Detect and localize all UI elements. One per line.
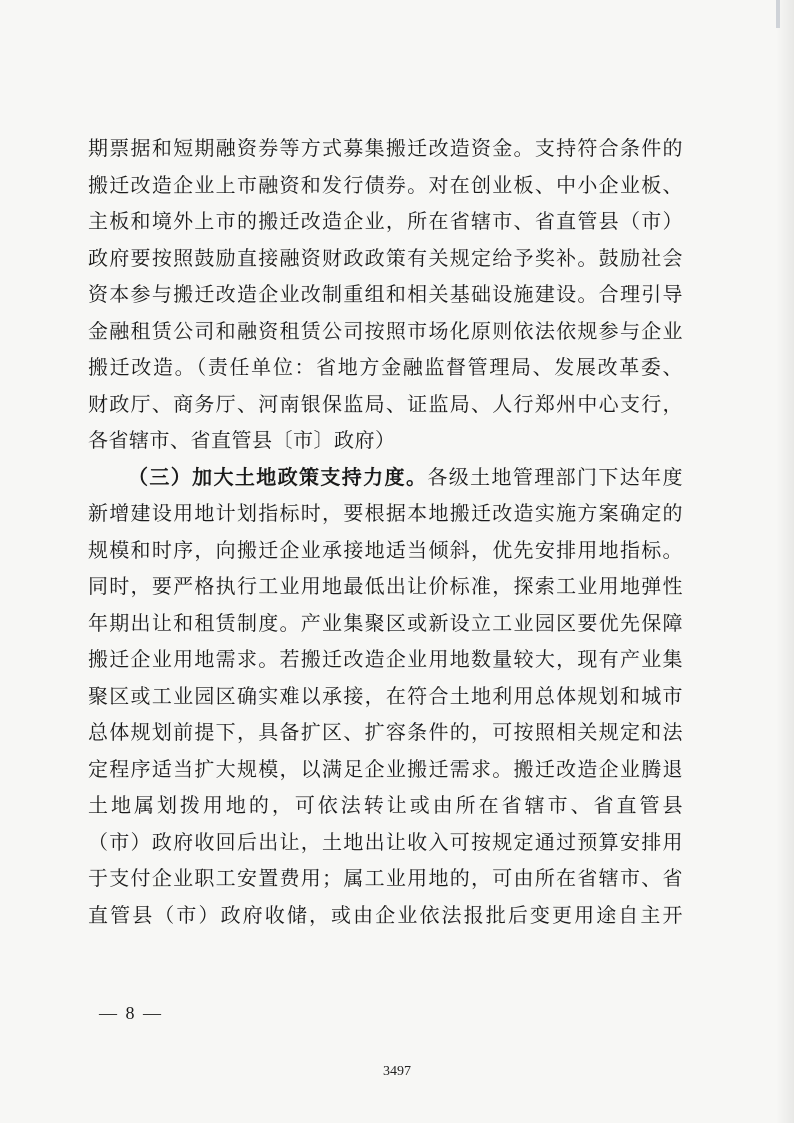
text-line: 直管县（市）政府收储，或由企业依法报批后变更用途自主开 — [88, 902, 683, 927]
binding-mark — [776, 0, 780, 28]
section-heading: （三）加大土地政策支持力度。 — [128, 464, 428, 489]
text-line: 主板和境外上市的搬迁改造企业，所在省辖市、省直管县（市） — [88, 209, 683, 233]
text-line: 新增建设用地计划指标时，要根据本地搬迁改造实施方案确定的 — [88, 501, 683, 525]
text-line: 资本参与搬迁改造企业改制重组和相关基础设施建设。合理引导 — [88, 282, 683, 306]
text-line: 财政厅、商务厅、河南银保监局、证监局、人行郑州中心支行， — [88, 391, 683, 416]
print-number: 3497 — [383, 1064, 411, 1079]
text-line: 搬迁改造企业上市融资和发行债券。对在创业板、中小企业板、 — [88, 172, 683, 197]
text-line: 定程序适当扩大规模，以满足企业搬迁需求。搬迁改造企业腾退 — [88, 756, 683, 781]
text-line: 金融租赁公司和融资租赁公司按照市场化原则依法依规参与企业 — [88, 318, 683, 343]
page-edge-shadow — [776, 0, 794, 1123]
document-body — [88, 130, 683, 933]
page-number: — 8 — — [99, 1003, 163, 1023]
text-line: 搬迁改造。（责任单位：省地方金融监督管理局、发展改革委、 — [88, 355, 683, 379]
text-line: 搬迁企业用地需求。若搬迁改造企业用地数量较大，现有产业集 — [88, 647, 683, 671]
text-line: 总体规划前提下，具备扩区、扩容条件的，可按照相关规定和法 — [88, 720, 683, 744]
text-line: 期票据和短期融资券等方式募集搬迁改造资金。支持符合条件的 — [88, 136, 683, 160]
text-line: 年期出让和租赁制度。产业集聚区或新设立工业园区要优先保障 — [88, 610, 683, 635]
text-line: （市）政府收回后出让，土地出让收入可按规定通过预算安排用 — [88, 829, 683, 854]
section-first-line-text: 各级土地管理部门下达年度 — [427, 464, 684, 489]
text-line: 各省辖市、省直管县〔市〕政府） — [88, 428, 396, 452]
text-line: 规模和时序，向搬迁企业承接地适当倾斜，优先安排用地指标。 — [88, 537, 683, 562]
section-first-line — [88, 459, 683, 496]
text-line: 于支付企业职工安置费用；属工业用地的，可由所在省辖市、省 — [88, 866, 683, 890]
text-line: 政府要按照鼓励直接融资财政政策有关规定给予奖补。鼓励社会 — [88, 245, 683, 270]
text-line: 聚区或工业园区确实难以承接，在符合土地利用总体规划和城市 — [88, 683, 683, 708]
text-line: 土地属划拨用地的，可依法转让或由所在省辖市、省直管县 — [88, 793, 683, 817]
text-line: 同时，要严格执行工业用地最低出让价标准，探索工业用地弹性 — [88, 574, 683, 598]
